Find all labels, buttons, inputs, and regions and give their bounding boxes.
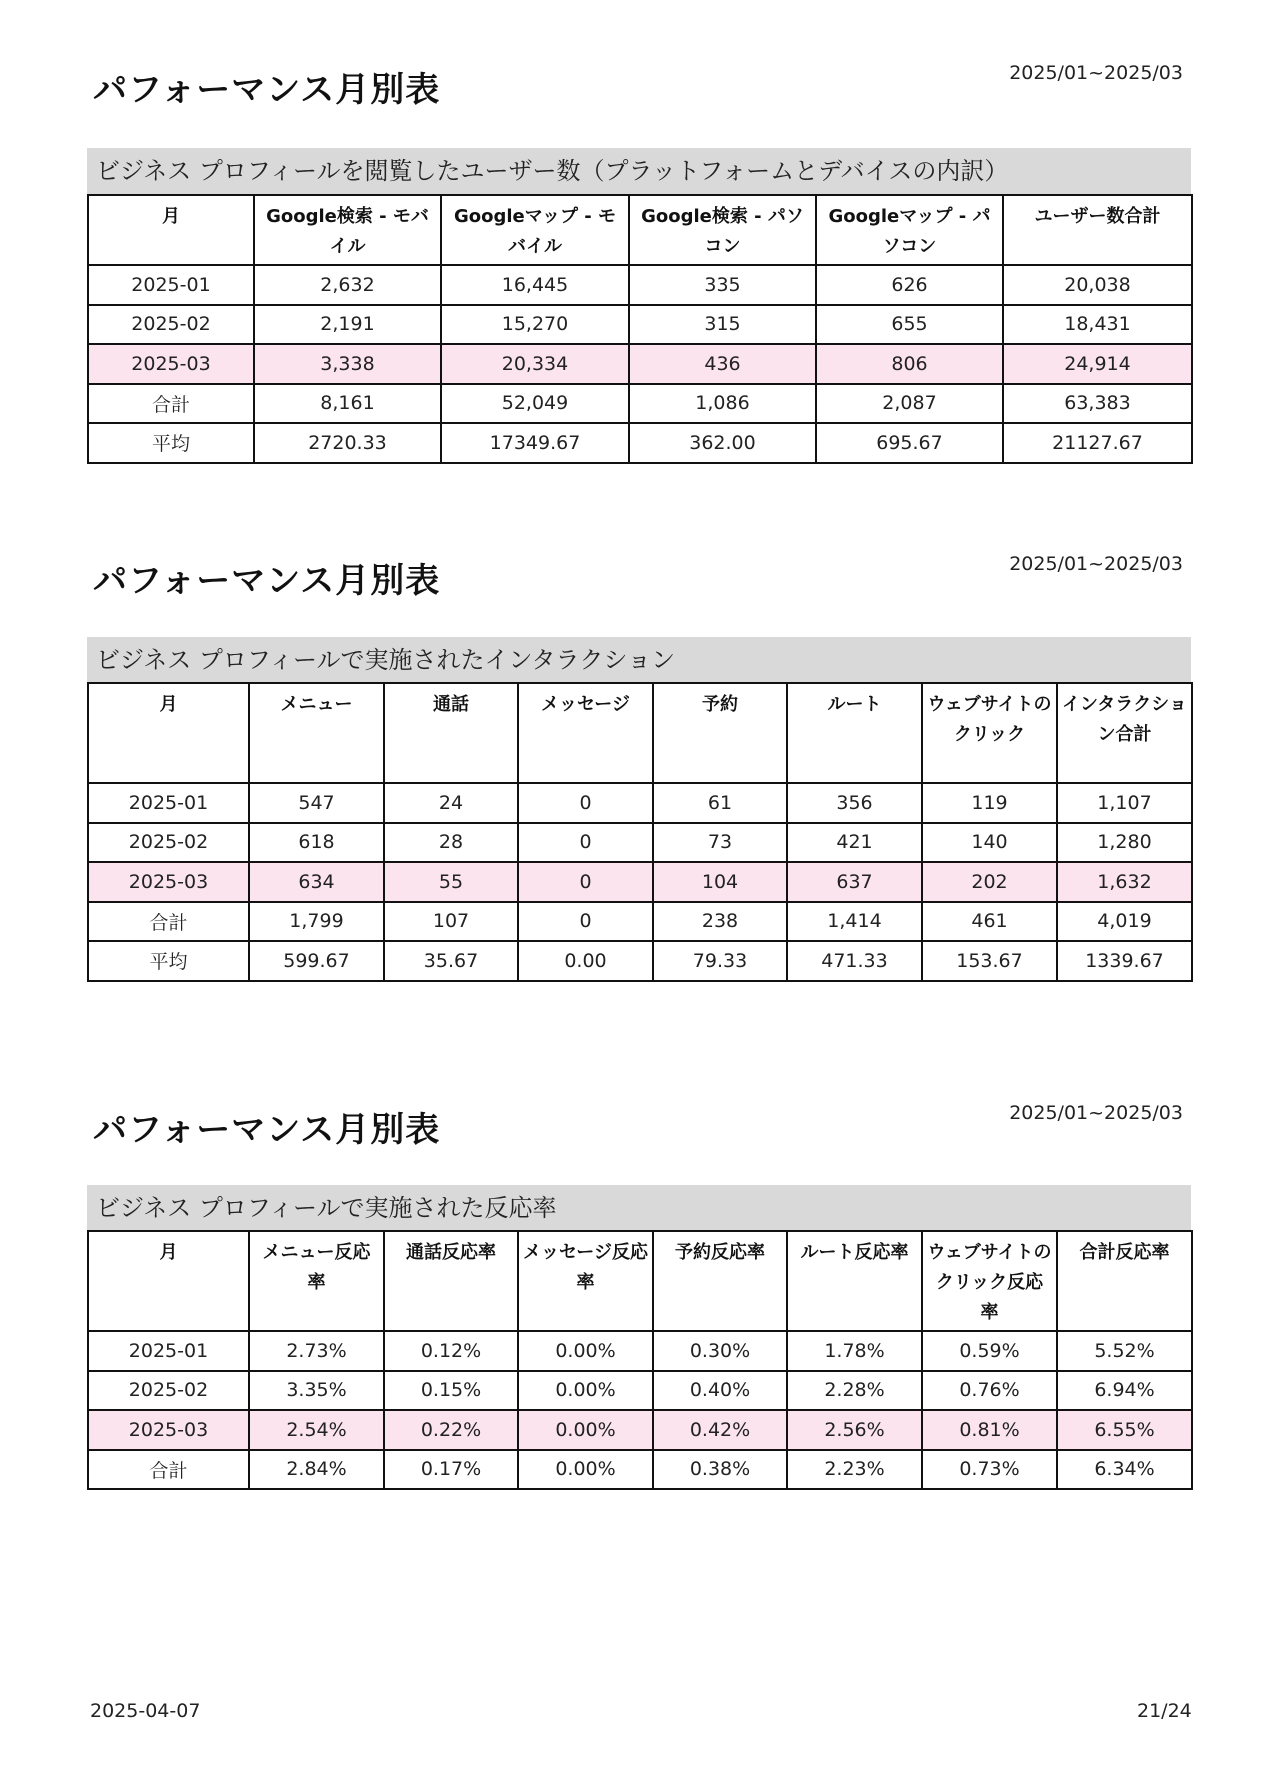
column-header: 通話反応率 [384, 1231, 518, 1331]
cell: 2.23% [787, 1450, 922, 1490]
cell: 0.00% [518, 1331, 653, 1371]
table-header-row [88, 1231, 1192, 1331]
cell: 238 [653, 902, 787, 942]
cell-month: 2025-02 [88, 305, 254, 345]
table-row-highlighted [88, 1410, 1192, 1450]
cell: 356 [787, 783, 922, 823]
cell: 140 [922, 823, 1057, 863]
cell: 107 [384, 902, 518, 942]
column-header: 通話 [384, 683, 518, 783]
cell-month: 2025-03 [88, 862, 249, 902]
cell: 24 [384, 783, 518, 823]
cell: 119 [922, 783, 1057, 823]
cell-month: 2025-01 [88, 783, 249, 823]
cell: 63,383 [1003, 384, 1192, 424]
cell: 73 [653, 823, 787, 863]
cell: 1,086 [629, 384, 816, 424]
cell: 79.33 [653, 941, 787, 981]
cell: 153.67 [922, 941, 1057, 981]
cell: 6.34% [1057, 1450, 1192, 1490]
cell: 20,334 [441, 344, 629, 384]
cell: 15,270 [441, 305, 629, 345]
cell: 1,107 [1057, 783, 1192, 823]
page-title: パフォーマンス月別表 [93, 1110, 441, 1150]
interactions-table [87, 682, 1193, 982]
cell: 0.81% [922, 1410, 1057, 1450]
column-header: 予約 [653, 683, 787, 783]
column-header: Googleマップ - モバイル [441, 195, 629, 265]
column-header: 予約反応率 [653, 1231, 787, 1331]
table-caption: ビジネス プロフィールで実施された反応率 [87, 1185, 1191, 1231]
table-row [88, 783, 1192, 823]
page-title: パフォーマンス月別表 [93, 561, 441, 601]
table-header-row [88, 195, 1192, 265]
table-row-highlighted [88, 862, 1192, 902]
table-row-average [88, 941, 1192, 981]
cell: 8,161 [254, 384, 441, 424]
column-header: 合計反応率 [1057, 1231, 1192, 1331]
page-title: パフォーマンス月別表 [93, 70, 441, 110]
column-header: ルート反応率 [787, 1231, 922, 1331]
cell: 695.67 [816, 423, 1003, 463]
cell-month: 合計 [88, 384, 254, 424]
cell: 6.55% [1057, 1410, 1192, 1450]
cell: 35.67 [384, 941, 518, 981]
table-row [88, 305, 1192, 345]
column-header: メニュー [249, 683, 384, 783]
cell: 104 [653, 862, 787, 902]
cell: 21127.67 [1003, 423, 1192, 463]
cell: 0.00 [518, 941, 653, 981]
cell: 2,632 [254, 265, 441, 305]
cell: 2.73% [249, 1331, 384, 1371]
cell: 1339.67 [1057, 941, 1192, 981]
cell: 0.12% [384, 1331, 518, 1371]
cell: 3,338 [254, 344, 441, 384]
cell: 315 [629, 305, 816, 345]
cell: 28 [384, 823, 518, 863]
cell: 2,087 [816, 384, 1003, 424]
table-row-total [88, 384, 1192, 424]
cell: 0.00% [518, 1410, 653, 1450]
cell: 0 [518, 823, 653, 863]
date-range: 2025/01~2025/03 [1009, 62, 1183, 84]
cell: 18,431 [1003, 305, 1192, 345]
cell: 2.54% [249, 1410, 384, 1450]
column-header: ウェブサイトのクリック反応率 [922, 1231, 1057, 1331]
table-header-row [88, 683, 1192, 783]
column-header: Googleマップ - パソコン [816, 195, 1003, 265]
cell: 3.35% [249, 1371, 384, 1411]
column-header: Google検索 - モバイル [254, 195, 441, 265]
cell: 0 [518, 862, 653, 902]
users-table [87, 194, 1193, 464]
cell: 335 [629, 265, 816, 305]
cell: 4,019 [1057, 902, 1192, 942]
cell: 55 [384, 862, 518, 902]
cell: 0 [518, 902, 653, 942]
column-header: ユーザー数合計 [1003, 195, 1192, 265]
cell: 2720.33 [254, 423, 441, 463]
cell: 24,914 [1003, 344, 1192, 384]
date-range: 2025/01~2025/03 [1009, 1102, 1183, 1124]
column-header: メッセージ反応率 [518, 1231, 653, 1331]
cell: 618 [249, 823, 384, 863]
cell: 1.78% [787, 1331, 922, 1371]
table-row-total [88, 1450, 1192, 1490]
cell-month: 合計 [88, 1450, 249, 1490]
cell: 1,414 [787, 902, 922, 942]
cell: 0.59% [922, 1331, 1057, 1371]
column-header: メニュー反応率 [249, 1231, 384, 1331]
cell: 0.76% [922, 1371, 1057, 1411]
cell: 52,049 [441, 384, 629, 424]
cell: 0.38% [653, 1450, 787, 1490]
cell: 5.52% [1057, 1331, 1192, 1371]
cell: 16,445 [441, 265, 629, 305]
cell: 0.15% [384, 1371, 518, 1411]
table-row [88, 265, 1192, 305]
cell: 421 [787, 823, 922, 863]
cell: 461 [922, 902, 1057, 942]
table-row [88, 1371, 1192, 1411]
table-caption: ビジネス プロフィールで実施されたインタラクション [87, 637, 1191, 683]
cell-month: 2025-02 [88, 1371, 249, 1411]
cell: 0.73% [922, 1450, 1057, 1490]
table-row-highlighted [88, 344, 1192, 384]
cell: 1,280 [1057, 823, 1192, 863]
cell-month: 2025-01 [88, 1331, 249, 1371]
cell: 0.22% [384, 1410, 518, 1450]
cell-month: 合計 [88, 902, 249, 942]
cell: 2.84% [249, 1450, 384, 1490]
cell: 655 [816, 305, 1003, 345]
cell: 0.17% [384, 1450, 518, 1490]
table-row-total [88, 902, 1192, 942]
cell: 20,038 [1003, 265, 1192, 305]
cell: 0.00% [518, 1450, 653, 1490]
cell: 471.33 [787, 941, 922, 981]
cell-month: 2025-01 [88, 265, 254, 305]
cell: 1,632 [1057, 862, 1192, 902]
cell-month: 平均 [88, 941, 249, 981]
date-range: 2025/01~2025/03 [1009, 553, 1183, 575]
cell-month: 2025-03 [88, 1410, 249, 1450]
column-header: メッセージ [518, 683, 653, 783]
cell: 362.00 [629, 423, 816, 463]
column-header: インタラクション合計 [1057, 683, 1192, 783]
column-header: 月 [88, 1231, 249, 1331]
cell: 637 [787, 862, 922, 902]
table-row-average [88, 423, 1192, 463]
cell-month: 2025-02 [88, 823, 249, 863]
cell: 806 [816, 344, 1003, 384]
table-caption: ビジネス プロフィールを閲覧したユーザー数（プラットフォームとデバイスの内訳） [87, 148, 1191, 194]
column-header: 月 [88, 195, 254, 265]
cell: 2.56% [787, 1410, 922, 1450]
cell-month: 平均 [88, 423, 254, 463]
cell-month: 2025-03 [88, 344, 254, 384]
column-header: Google検索 - パソコン [629, 195, 816, 265]
cell: 626 [816, 265, 1003, 305]
cell: 17349.67 [441, 423, 629, 463]
column-header: ルート [787, 683, 922, 783]
cell: 0.42% [653, 1410, 787, 1450]
cell: 436 [629, 344, 816, 384]
cell: 547 [249, 783, 384, 823]
table-row [88, 823, 1192, 863]
cell: 61 [653, 783, 787, 823]
column-header: ウェブサイトのクリック [922, 683, 1057, 783]
cell: 202 [922, 862, 1057, 902]
page-number: 21/24 [1137, 1700, 1192, 1722]
cell: 2.28% [787, 1371, 922, 1411]
cell: 0.40% [653, 1371, 787, 1411]
column-header: 月 [88, 683, 249, 783]
footer-date: 2025-04-07 [90, 1700, 201, 1722]
cell: 2,191 [254, 305, 441, 345]
cell: 599.67 [249, 941, 384, 981]
cell: 6.94% [1057, 1371, 1192, 1411]
table-row [88, 1331, 1192, 1371]
cell: 1,799 [249, 902, 384, 942]
cell: 0.30% [653, 1331, 787, 1371]
cell: 634 [249, 862, 384, 902]
response-rate-table [87, 1230, 1193, 1490]
cell: 0.00% [518, 1371, 653, 1411]
cell: 0 [518, 783, 653, 823]
